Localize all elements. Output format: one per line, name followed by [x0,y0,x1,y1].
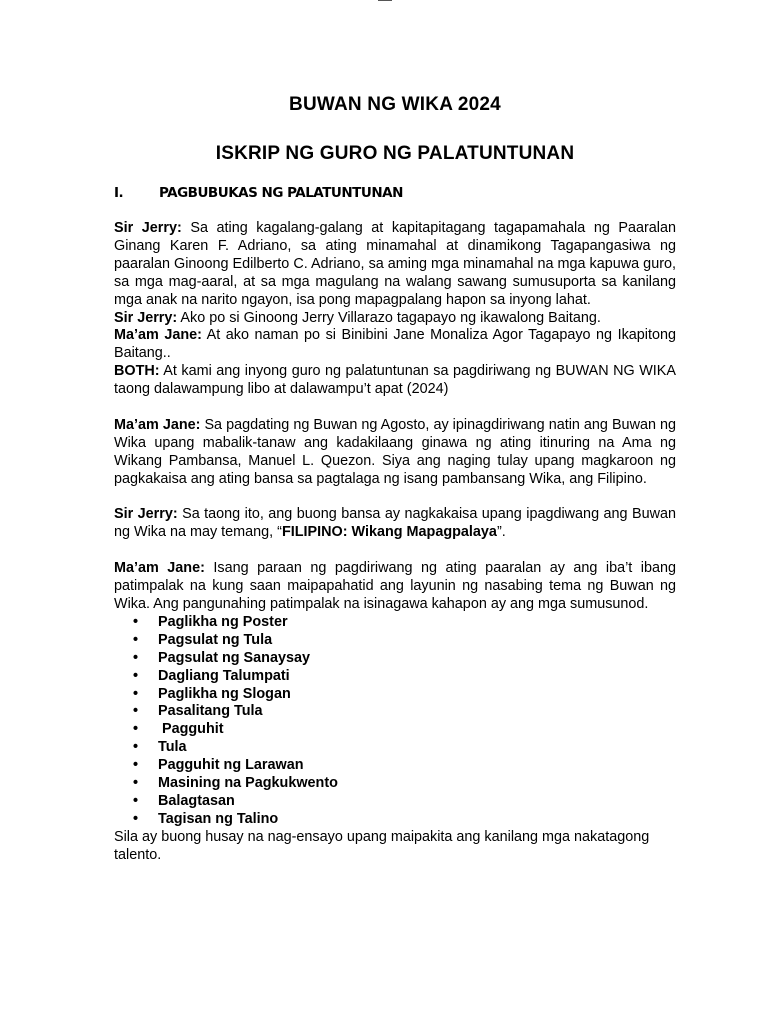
bullet-icon: • [133,721,139,738]
speaker-name: Ma’am Jane: [114,560,205,577]
bullet-icon: • [133,792,139,809]
speaker-name: Sir Jerry: [114,506,178,523]
dialogue-text: Sa pagdating ng Buwan ng Agosto, ay ipinagdiriwang natin ang Buwan ng Wika upang mabalik-tanaw ang kadakilaang ginawa ng ating itinuring na Ama ng Wikang Pambansa, Manuel L. Quezon. Siya ang naging tulay upang magkaroon ng pagkakaisa ang ating bansa sa pagtalaga ng isang pambansang Wika, ang Filipino. [114,416,676,487]
bullet-icon: • [133,739,139,756]
bullet-icon: • [133,667,139,684]
bullet-icon: • [133,703,139,720]
paragraph-gap [114,542,676,560]
bullet-icon: • [133,685,139,702]
dialogue-line [114,220,676,310]
document-title: BUWAN NG WIKA 2024 [289,94,501,115]
contest-name: Tula [158,739,187,756]
theme-text: FILIPINO: Wikang Mapagpalaya [281,524,497,541]
speaker-name: Ma’am Jane: [114,416,201,433]
list-item [114,686,676,704]
bullet-icon: • [133,775,139,792]
dialogue-text: Sa taong ito, ang buong bansa ay nagkakaisa upang ipagdiwang ang Buwan ng Wika na may temang, “ [114,506,676,541]
contest-name: Paglikha ng Slogan [158,685,291,702]
speaker-name: Sir Jerry: [114,220,182,236]
dialogue-text: Isang paraan ng pagdiriwang ng ating paaralan ay ang iba’t ibang patimpalak na kung saan maipapahatid ang layunin ng nasabing tema ng Buwan ng Wika. Ang pangunahing patimpalak na isinagawa kahapon ay ang mga sumusunod. [114,560,676,612]
section-heading [114,184,676,202]
section-number: I. [114,185,124,201]
list-item [114,775,676,793]
paragraph-gap [114,489,676,507]
contest-name: Balagtasan [158,792,235,809]
list-item [114,757,676,775]
bullet-icon: • [133,631,139,648]
contest-name: Pagguhit ng Larawan [158,757,304,774]
list-item [114,703,676,721]
dialogue-line [114,310,676,328]
speaker-name: BOTH: [114,363,160,380]
dialogue-text: Ako po si Ginoong Jerry Villarazo tagapayo ng ikawalong Baitang. [177,309,601,326]
bullet-icon: • [133,613,139,630]
bullet-icon: • [133,757,139,774]
document-subtitle: ISKRIP NG GURO NG PALATUNTUNAN [215,143,575,164]
dialogue-line [114,560,676,614]
list-item [114,739,676,757]
section-title: PAGBUBUKAS NG PALATUNTUNAN [159,185,403,201]
contest-name: Pagsulat ng Tula [158,631,273,648]
list-item [114,811,676,829]
dialogue-line [114,506,676,542]
contest-name: Dagliang Talumpati [158,667,290,684]
list-item [114,721,676,739]
contest-list [114,614,676,829]
page-top-mark [378,0,392,1]
dialogue-text: At ako naman po si Binibini Jane Monaliza Agor Tagapayo ng Ikapitong Baitang.. [114,327,676,362]
dialogue-text: Sa ating kagalang-galang at kapitapitagang tagapamahala ng Paaralan Ginang Karen F. Adriano, sa ating minamahal at dinamikong Tagapangasiwa ng paaralan Ginoong Edilberto C. Adriano, sa aming mga minamahal na mga kapuwa guro, sa mga mag-aaral, at sa mga magulang na walang sawang sumusuporta sa kanilang mga anak na narito ngayon, isa pong mapagpalang hapon sa inyong lahat. [114,220,677,308]
list-item [114,650,676,668]
dialogue-line [114,417,676,489]
list-item [114,614,676,632]
contest-name: Masining na Pagkukwento [158,775,338,792]
speaker-name: Sir Jerry: [114,309,178,326]
dialogue-line [114,327,676,363]
paragraph-gap [114,399,676,417]
script-body [114,220,676,865]
contest-name: Paglikha ng Poster [158,613,288,630]
contest-name: Tagisan ng Talino [158,810,279,827]
bullet-icon: • [133,810,139,827]
list-item [114,793,676,811]
dialogue-text-end: ”. [496,524,506,541]
list-item [114,632,676,650]
closing-line: Sila ay buong husay na nag-ensayo upang maipakita ang kanilang mga nakatagong talento. [114,828,650,863]
list-item [114,668,676,686]
bullet-icon: • [133,649,139,666]
speaker-name: Ma’am Jane: [114,327,202,344]
contest-name: Pasalitang Tula [158,703,263,720]
contest-name: Pagguhit [158,721,224,738]
dialogue-text: At kami ang inyong guro ng palatuntunan sa pagdiriwang ng BUWAN NG WIKA taong dalawampung libo at dalawampu’t apat (2024) [114,363,676,398]
contest-name: Pagsulat ng Sanaysay [158,649,310,666]
dialogue-line [114,363,676,399]
